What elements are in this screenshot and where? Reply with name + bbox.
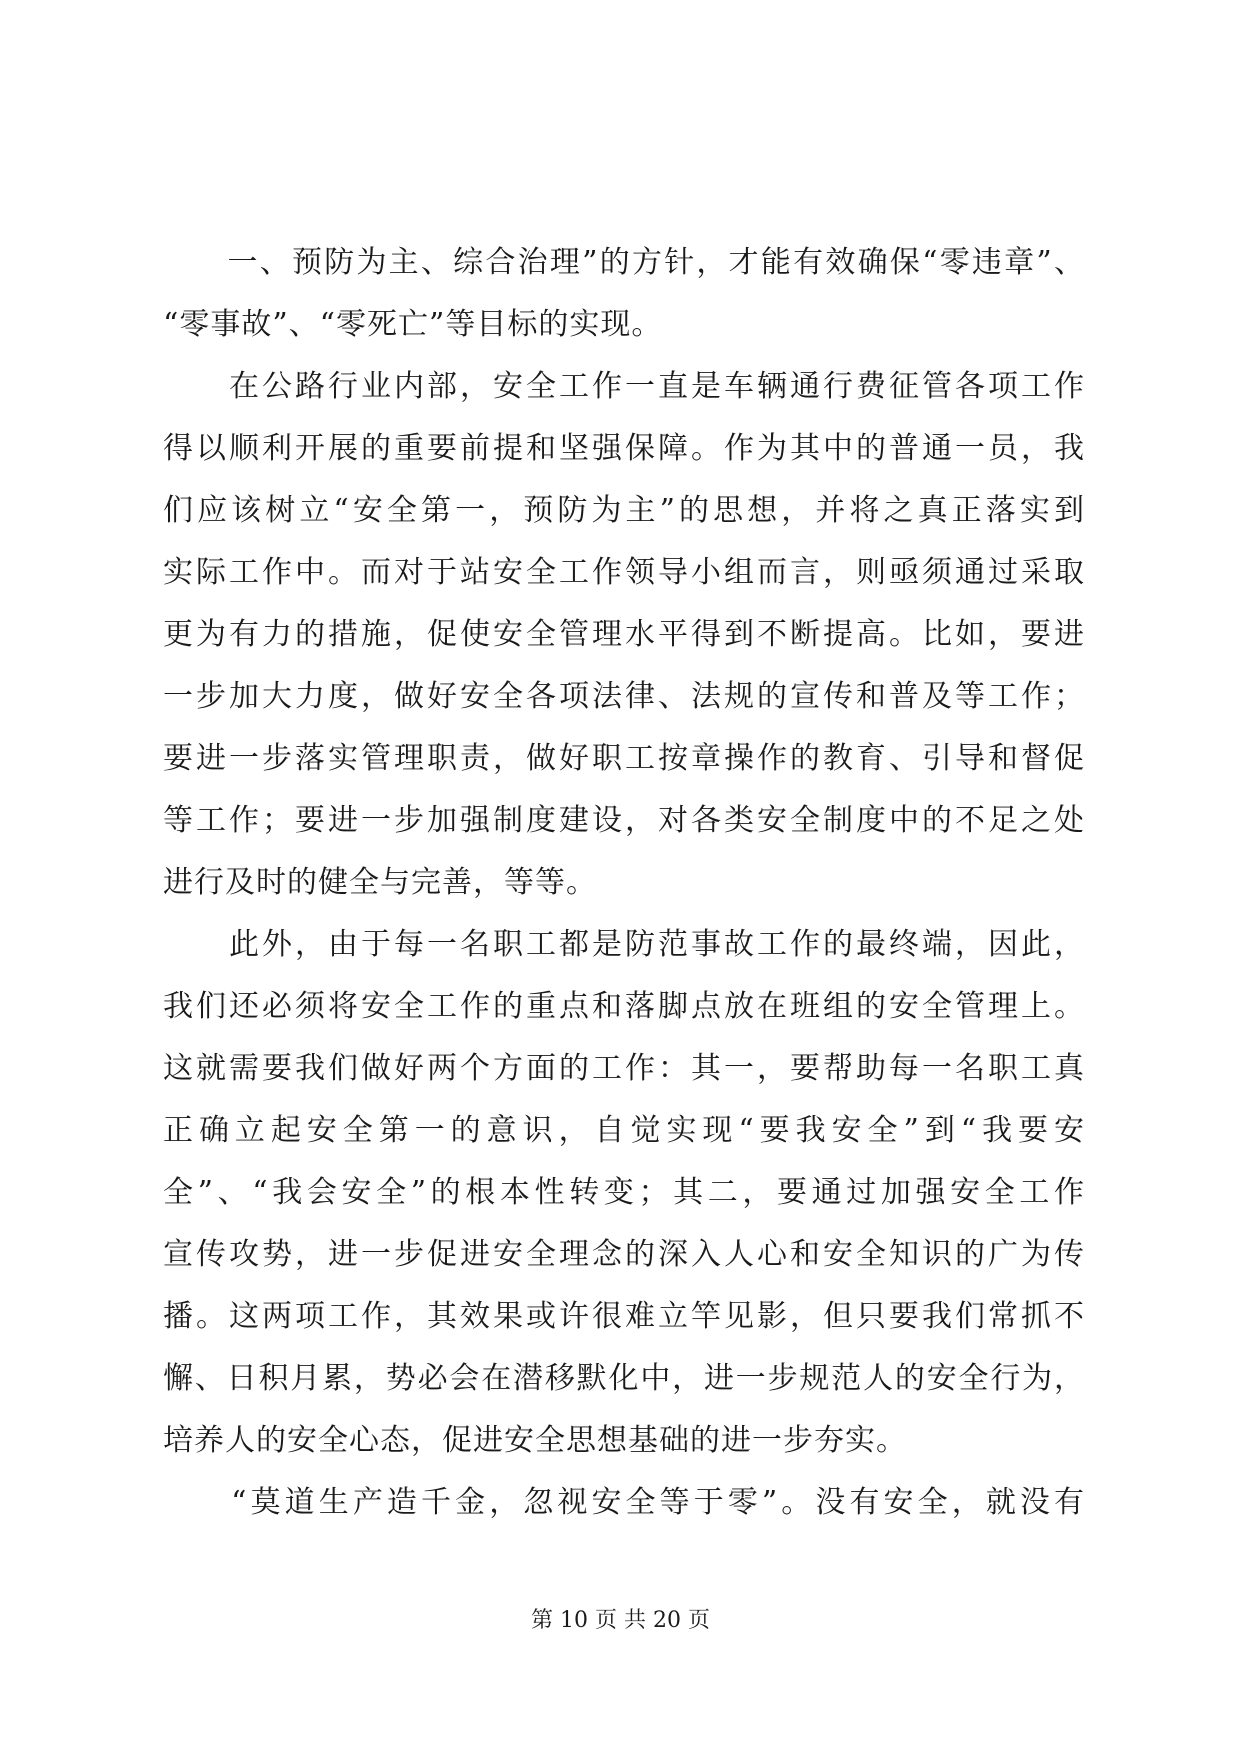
text-line: 我们还必须将安全工作的重点和落脚点放在班组的安全管理上。 (163, 989, 1085, 1024)
text-line: 这就需要我们做好两个方面的工作：其一，要帮助每一名职工真 (163, 1051, 1085, 1086)
text-line: 更为有力的措施，促使安全管理水平得到不断提高。比如，要进 (163, 617, 1085, 652)
text-line: 培养人的安全心态，促进安全思想基础的进一步夯实。 (163, 1423, 907, 1458)
text-line: 实际工作中。而对于站安全工作领导小组而言，则亟须通过采取 (163, 555, 1085, 590)
text-line: “零事故”、“零死亡”等目标的实现。 (163, 307, 663, 342)
text-line: 们应该树立“安全第一，预防为主”的思想，并将之真正落实到 (163, 493, 1085, 528)
text-line: 播。这两项工作，其效果或许很难立竿见影，但只要我们常抓不 (163, 1299, 1085, 1334)
text-line: 等工作；要进一步加强制度建设，对各类安全制度中的不足之处 (163, 803, 1085, 838)
text-line: 一步加大力度，做好安全各项法律、法规的宣传和普及等工作； (163, 679, 1085, 714)
text-line: 此外，由于每一名职工都是防范事故工作的最终端，因此， (163, 927, 1085, 962)
text-line: 全”、“我会安全”的根本性转变；其二，要通过加强安全工作 (163, 1175, 1085, 1210)
text-line: 懈、日积月累，势必会在潜移默化中，进一步规范人的安全行为， (163, 1361, 1085, 1396)
document-body (163, 232, 1085, 1534)
text-line: 要进一步落实管理职责，做好职工按章操作的教育、引导和督促 (163, 741, 1085, 776)
text-line: 得以顺利开展的重要前提和坚强保障。作为其中的普通一员，我 (163, 431, 1085, 466)
text-line: “莫道生产造千金，忽视安全等于零”。没有安全，就没有 (163, 1485, 1085, 1520)
text-line: 一、预防为主、综合治理”的方针，才能有效确保“零违章”、 (163, 245, 1085, 280)
text-line: 正确立起安全第一的意识，自觉实现“要我安全”到“我要安 (163, 1113, 1085, 1148)
text-line: 在公路行业内部，安全工作一直是车辆通行费征管各项工作 (163, 369, 1085, 404)
text-line: 进行及时的健全与完善，等等。 (163, 865, 597, 900)
page-number-footer: 第 10 页 共 20 页 (531, 1608, 710, 1633)
text-line: 宣传攻势，进一步促进安全理念的深入人心和安全知识的广为传 (163, 1237, 1085, 1272)
